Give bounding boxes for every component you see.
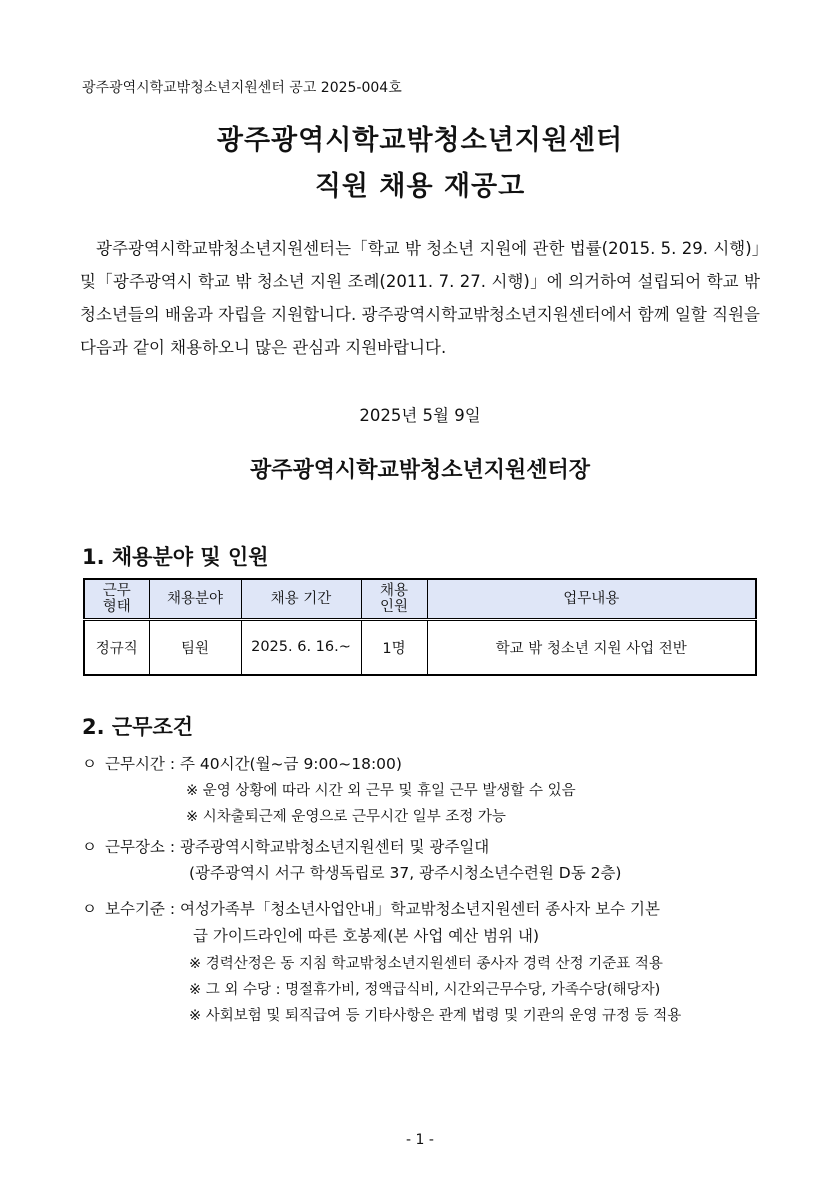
header-employment-type <box>84 579 149 619</box>
director-signature: 광주광역시학교밖청소년지원센터장 <box>249 458 591 483</box>
hours-note-1: ※ 운영 상황에 따라 시간 외 근무 및 휴일 근무 발생할 수 있음 <box>186 783 576 799</box>
table-header-row <box>84 579 756 619</box>
pay-note-2: ※ 그 외 수당 : 명절휴가비, 정액급식비, 시간외근무수당, 가족수당(해당자) <box>189 982 661 998</box>
page-number: - 1 - <box>406 1132 434 1148</box>
header-headcount-text: 채용 인원 <box>379 582 408 615</box>
hours-text: 근무시간 : 주 40시간(월~금 9:00~18:00) <box>105 755 402 773</box>
pay-note-3: ※ 사회보험 및 퇴직급여 등 기타사항은 관계 법령 및 기관의 운영 규정 등 적용 <box>189 1008 682 1024</box>
cell-field: 팀원 <box>149 619 241 675</box>
notice-number: 광주광역시학교밖청소년지원센터 공고 2025-004호 <box>82 80 402 96</box>
section2-heading: 2. 근무조건 <box>82 715 194 739</box>
header-headcount <box>361 579 427 619</box>
intro-text: 광주광역시학교밖청소년지원센터는「학교 밖 청소년 지원에 관한 법률(2015. 5. 29. 시행)」및「광주광역시 학교 밖 청소년 지원 조례(2011. 7. 27. 시행)」에 의거하여 설립되어 학교 밖 청소년들의 배움과 자립을 지원합니다. 광주광역시학교밖청소년지원센터에서 함께 일할 직원을 다음과 같이 채용하오니 많은 관심과 지원바랍니다. <box>80 239 760 357</box>
pay-text-line2: 급 가이드라인에 따른 호봉제(본 사업 예산 범위 내) <box>193 927 540 945</box>
cell-duties: 학교 밖 청소년 지원 사업 전반 <box>427 619 756 675</box>
document-title-line2: 직원 채용 재공고 <box>314 171 526 202</box>
hours-bullet: ㅇ <box>82 755 97 773</box>
section1-heading: 1. 채용분야 및 인원 <box>82 545 269 569</box>
place-address: (광주광역시 서구 학생독립로 37, 광주시청소년수련원 D동 2층) <box>189 864 622 882</box>
hours-note-2: ※ 시차출퇴근제 운영으로 근무시간 일부 조정 가능 <box>186 809 506 825</box>
pay-bullet: ㅇ <box>82 900 97 918</box>
pay-text-line1: 보수기준 : 여성가족부「청소년사업안내」학교밖청소년지원센터 종사자 보수 기본 <box>105 900 660 918</box>
announcement-date: 2025년 5월 9일 <box>359 406 481 425</box>
header-employment-type-text: 근무 형태 <box>102 582 131 615</box>
header-period: 채용 기간 <box>241 579 361 619</box>
place-text: 근무장소 : 광주광역시학교밖청소년지원센터 및 광주일대 <box>105 838 490 856</box>
header-field: 채용분야 <box>149 579 241 619</box>
intro-paragraph <box>80 232 760 364</box>
pay-note-1: ※ 경력산정은 동 지침 학교밖청소년지원센터 종사자 경력 산정 기준표 적용 <box>189 956 663 972</box>
cell-employment-type: 정규직 <box>84 619 149 675</box>
place-bullet: ㅇ <box>82 838 97 856</box>
header-duties: 업무내용 <box>427 579 756 619</box>
cell-period: 2025. 6. 16.~ <box>241 619 361 675</box>
document-title-line1: 광주광역시학교밖청소년지원센터 <box>216 125 624 156</box>
cell-headcount: 1명 <box>361 619 427 675</box>
table-row <box>84 619 756 675</box>
recruitment-table <box>83 578 757 676</box>
